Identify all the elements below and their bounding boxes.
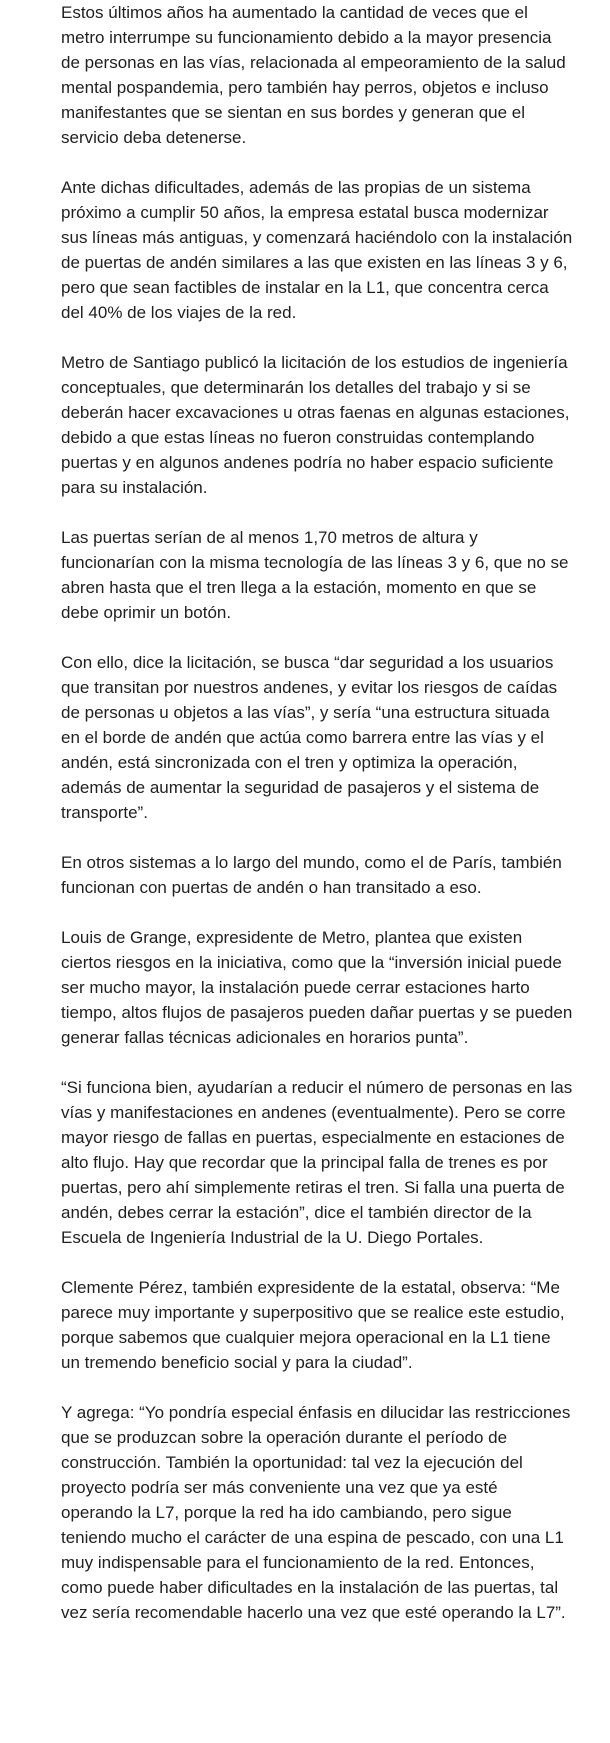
article-paragraph-10: Y agrega: “Yo pondría especial énfasis en dilucidar las restricciones que se produzcan sobre la operación durante el período de construcción. También la oportunidad: tal vez la ejecución del proyecto podría ser más conveniente una vez que ya esté operando la L7, porque la red ha ido cambiando, pero sigue teniendo mucho el carácter de una espina de pescado, con una L1 muy indispensable para el funcionamiento de la red. Entonces, como puede haber dificultades en la instalación de las puertas, tal vez sería recomendable hacerlo una vez que esté operando la L7”. xyxy=(61,1403,571,1622)
article-paragraph-6: En otros sistemas a lo largo del mundo, como el de París, también funcionan con puertas de andén o han transitado a eso. xyxy=(61,853,562,897)
article-paragraph-8: “Si funciona bien, ayudarían a reducir el número de personas en las vías y manifestaciones en andenes (eventualmente). Pero se corre mayor riesgo de fallas en puertas, especialmente en estaciones de alto flujo. Hay que recordar que la principal falla de trenes es por puertas, pero ahí simplemente retiras el tren. Si falla una puerta de andén, debes cerrar la estación”, dice el también director de la Escuela de Ingeniería Industrial de la U. Diego Portales. xyxy=(61,1078,573,1247)
article-body xyxy=(61,0,573,1650)
article-paragraph-1: Estos últimos años ha aumentado la cantidad de veces que el metro interrumpe su funcionamiento debido a la mayor presencia de personas en las vías, relacionada al empeoramiento de la salud mental pospandemia, pero también hay perros, objetos e incluso manifestantes que se sientan en sus bordes y generan que el servicio deba detenerse. xyxy=(61,3,566,147)
article-paragraph-5: Con ello, dice la licitación, se busca “dar seguridad a los usuarios que transitan por nuestros andenes, y evitar los riesgos de caídas de personas u objetos a las vías”, y sería “una estructura situada en el borde de andén que actúa como barrera entre las vías y el andén, está sincronizada con el tren y optimiza la operación, además de aumentar la seguridad de pasajeros y el sistema de transporte”. xyxy=(61,653,558,822)
article-paragraph-7: Louis de Grange, expresidente de Metro, plantea que existen ciertos riesgos en la iniciativa, como que la “inversión inicial puede ser mucho mayor, la instalación puede cerrar estaciones harto tiempo, altos flujos de pasajeros pueden dañar puertas y se pueden generar fallas técnicas adicionales en horarios punta”. xyxy=(61,928,573,1047)
article-paragraph-9: Clemente Pérez, también expresidente de la estatal, observa: “Me parece muy importante y superpositivo que se realice este estudio, porque sabemos que cualquier mejora operacional en la L1 tiene un tremendo beneficio social y para la ciudad”. xyxy=(61,1278,565,1372)
article-paragraph-3: Metro de Santiago publicó la licitación de los estudios de ingeniería conceptuales, que determinarán los detalles del trabajo y si se deberán hacer excavaciones u otras faenas en algunas estaciones, debido a que estas líneas no fueron construidas contemplando puertas y en algunos andenes podría no haber espacio suficiente para su instalación. xyxy=(61,353,570,497)
article-paragraph-4: Las puertas serían de al menos 1,70 metros de altura y funcionarían con la misma tecnología de las líneas 3 y 6, que no se abren hasta que el tren llega a la estación, momento en que se debe oprimir un botón. xyxy=(61,528,569,622)
article-paragraph-2: Ante dichas dificultades, además de las propias de un sistema próximo a cumplir 50 años, la empresa estatal busca modernizar sus líneas más antiguas, y comenzará haciéndolo con la instalación de puertas de andén similares a las que existen en las líneas 3 y 6, pero que sean factibles de instalar en la L1, que concentra cerca del 40% de los viajes de la red. xyxy=(61,178,573,322)
